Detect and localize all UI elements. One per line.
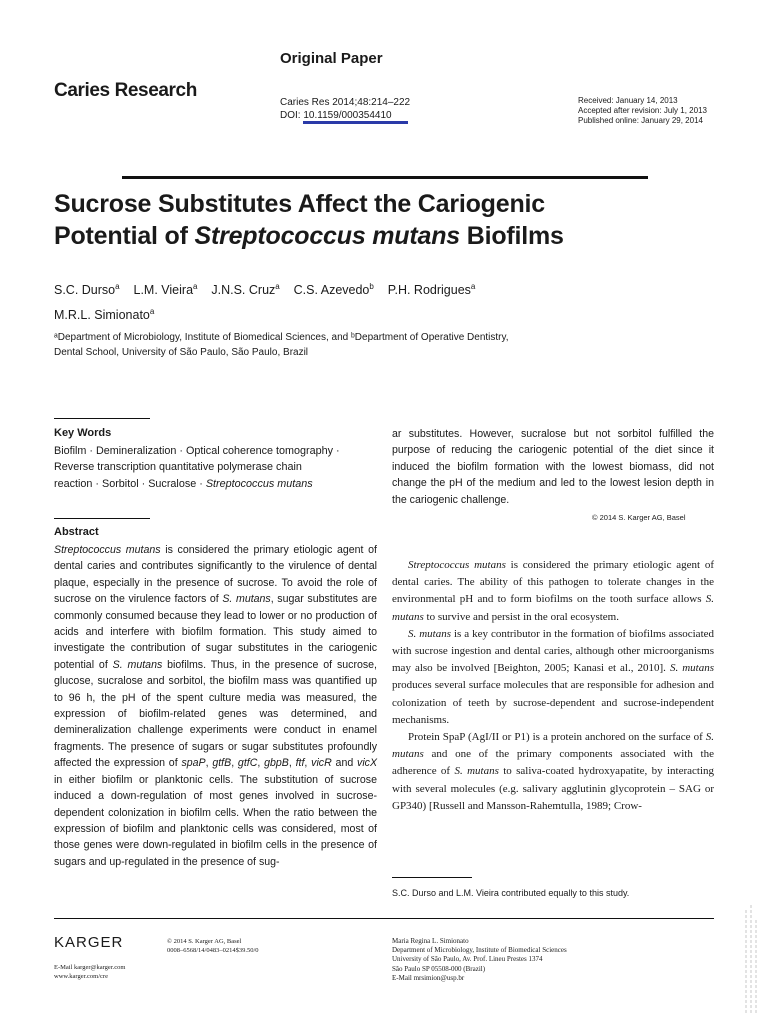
citation-block <box>280 96 410 122</box>
footnote-rule <box>392 877 472 878</box>
published-date: Published online: January 29, 2014 <box>578 116 703 125</box>
abstract-text: in either biofilm or planktonic cells. The substitution of sucrose induced a down-regulation of most genes involved in sucrose-dependent colonization in biofilm cells. When the ratio between the expression of biofilm and planktonic cells was considered, most of those genes were down-regulated in biofilm cells in the presence of sugars and up-regulated in the presence of sug- <box>54 773 377 868</box>
author-sup: a <box>193 282 198 291</box>
abstract-text: biofilms. Thus, in the presence of sucrose, glucose, sucralose and sorbitol, the biofilm mass was quantified up to 96 h, the pH of the spent culture media was measured, the expression of biofilm-related genes was determined, and demineralization challenge experiments were conduct in enamel fragments. The presence of sugars or sugar substitutes profoundly affected the expression of <box>54 658 377 770</box>
author-sup: b <box>369 282 374 291</box>
correspondence <box>392 937 567 983</box>
footnote: S.C. Durso and L.M. Vieira contributed equally to this study. <box>392 888 630 898</box>
footer-line: © 2014 S. Karger AG, Basel <box>167 938 242 945</box>
article-title <box>54 188 674 252</box>
species: S. mutans <box>408 627 451 640</box>
author-sup: a <box>115 282 120 291</box>
doi-underline <box>303 121 408 124</box>
species: S. mutans <box>669 662 715 675</box>
species: S. mutans <box>392 731 714 761</box>
author: S.C. Durso <box>54 283 116 298</box>
footer-email[interactable]: E-Mail karger@karger.com <box>54 964 126 971</box>
paragraph <box>392 729 714 815</box>
abstract-heading: Abstract <box>54 526 99 538</box>
affiliation-line: ᵃDepartment of Microbiology, Institute of Biomedical Sciences, and ᵇDepartment of Operative Dentistry, <box>54 332 509 343</box>
paragraph <box>392 557 714 626</box>
author: P.H. Rodrigues <box>387 283 471 298</box>
author-list <box>54 276 674 326</box>
species: S. mutans <box>454 765 499 778</box>
title-rule <box>122 176 648 179</box>
gene: gbpB <box>264 757 289 770</box>
journal-name: Caries Research <box>54 80 197 101</box>
dates-block <box>578 96 707 126</box>
footer-website[interactable]: www.karger.com/cre <box>54 973 108 980</box>
body-span: to survive and persist in the oral ecosystem. <box>423 610 619 623</box>
body-span: to saliva-coated hydroxyapatite, by interacting with several molecules (e.g. salivary agglutinin glycoprotein – SAG or GP340) [Russell and Mansson-Rahemtulla, 1989; Crow- <box>392 765 714 812</box>
body-span: is considered the primary etiologic agent of dental caries. The ability of this pathogen to tolerate changes in the environmental pH and to form biofilms on the tooth surface allows <box>392 559 715 606</box>
abstract-body <box>54 542 377 870</box>
doi-link[interactable]: 10.1159/000354410 <box>303 110 392 121</box>
author: C.S. Azevedo <box>293 283 370 298</box>
paragraph <box>392 626 714 729</box>
gene: vicX <box>357 757 378 770</box>
corr-line: Maria Regina L. Simionato <box>392 937 469 945</box>
title-line-2 <box>54 220 674 252</box>
species: Streptococcus mutans <box>408 559 506 571</box>
author-sup: a <box>149 307 155 317</box>
title-species: Streptococcus mutans <box>194 222 460 250</box>
sep: , <box>231 757 238 770</box>
keywords-line: Reverse transcription quantitative polymerase chain <box>54 461 302 474</box>
accepted-date: Accepted after revision: July 1, 2013 <box>578 106 707 115</box>
keyword-species: Streptococcus mutans <box>205 477 313 490</box>
affiliation-line: Dental School, University of São Paulo, São Paulo, Brazil <box>54 347 309 358</box>
author: J.N.S. Cruz <box>211 283 276 298</box>
sep: and <box>331 757 358 770</box>
sep: , <box>304 757 312 770</box>
species: Streptococcus mutans <box>54 544 161 556</box>
citation: Caries Res 2014;48:214–222 <box>280 97 411 108</box>
abstract-text: , sugar substitutes are commonly consumed because they lead to lower or no production of acids and interfere with biofilm formation. This study aimed to investigate the contribution of sugar substitutes in the cariogenic potential of <box>54 593 377 671</box>
body-span: and one of the primary components associated with the adherence of <box>392 748 714 778</box>
author: L.M. Vieira <box>133 283 194 298</box>
corr-line: Department of Microbiology, Institute of Biomedical Sciences <box>392 946 567 955</box>
received-date: Received: January 14, 2013 <box>578 96 678 105</box>
keywords-rule <box>54 418 150 419</box>
keywords-heading: Key Words <box>54 427 112 439</box>
author: M.R.L. Simionato <box>54 308 150 323</box>
gene: gtfB <box>212 757 232 770</box>
footer-rule <box>54 918 714 919</box>
gene: vicR <box>311 757 332 770</box>
species: S. mutans <box>392 593 714 623</box>
body-span: Protein SpaP (AgI/II or P1) is a protein anchored on the surface of <box>408 731 706 744</box>
title-suffix: Biofilms <box>459 222 564 250</box>
keywords-line <box>54 476 379 492</box>
abstract-rule <box>54 518 150 519</box>
body-text <box>392 557 714 815</box>
corr-line: São Paulo SP 05508-000 (Brazil) <box>392 964 486 973</box>
author-sup: a <box>275 282 280 291</box>
footer-contact <box>54 963 125 981</box>
sep: , <box>205 757 213 770</box>
species: S. mutans <box>112 658 163 671</box>
footer-copyright <box>167 937 259 955</box>
keywords-body <box>54 443 379 492</box>
abstract-continuation: ar substitutes. However, sucralose but not sorbitol fulfilled the purpose of reducing the cariogenic potential of the diet since it induced the biofilm formation with the lowest biomass, did not change the pH of the medium and led to the lowest lesion depth in the cariogenic challenge. <box>392 428 714 506</box>
corr-email[interactable]: E-Mail mrsimion@usp.br <box>392 973 465 982</box>
title-line-1: Sucrose Substitutes Affect the Cariogenic <box>54 190 545 218</box>
body-span: is a key contributor in the formation of biofilms associated with sucrose ingestion and dental caries, although other microorganisms may also be involved [Beighton, 2005; Kanasi et al., 2010]. <box>392 627 715 675</box>
title-prefix: Potential of <box>54 222 195 250</box>
gene: gtfC <box>237 757 258 770</box>
corr-line: University of São Paulo, Av. Prof. Lineu Prestes 1374 <box>392 955 543 964</box>
publisher-logo: KARGER <box>54 934 124 951</box>
author-sup: a <box>470 282 476 291</box>
doi-label: DOI: <box>280 110 304 121</box>
keywords-line: Biofilm · Demineralization · Optical coherence tomography · <box>54 445 340 457</box>
abstract-text: is considered the primary etiologic agent of dental caries and contributes significantly to the virulence of dental plaque, especially in the presence of sucrose. To avoid the role of sucrose on the virulence factors of <box>54 544 377 606</box>
keywords-text: reaction · Sorbitol · Sucralose · <box>54 477 206 490</box>
sep: , <box>288 757 296 770</box>
affiliations <box>54 330 614 360</box>
footer-line: 0008–6568/14/0483–0214$39.50/0 <box>167 947 259 954</box>
paper-type: Original Paper <box>280 50 383 67</box>
gene: spaP <box>181 757 206 770</box>
species: S. mutans <box>222 593 271 606</box>
abstract-copyright: © 2014 S. Karger AG, Basel <box>592 513 686 522</box>
download-stamp <box>740 900 762 1020</box>
body-span: produces several surface molecules that are responsible for adhesion and colonization of teeth by sucrose-dependent and sucrose-independent mechanisms. <box>392 679 714 726</box>
sep: , <box>257 757 265 770</box>
gene: ftf <box>295 757 305 770</box>
